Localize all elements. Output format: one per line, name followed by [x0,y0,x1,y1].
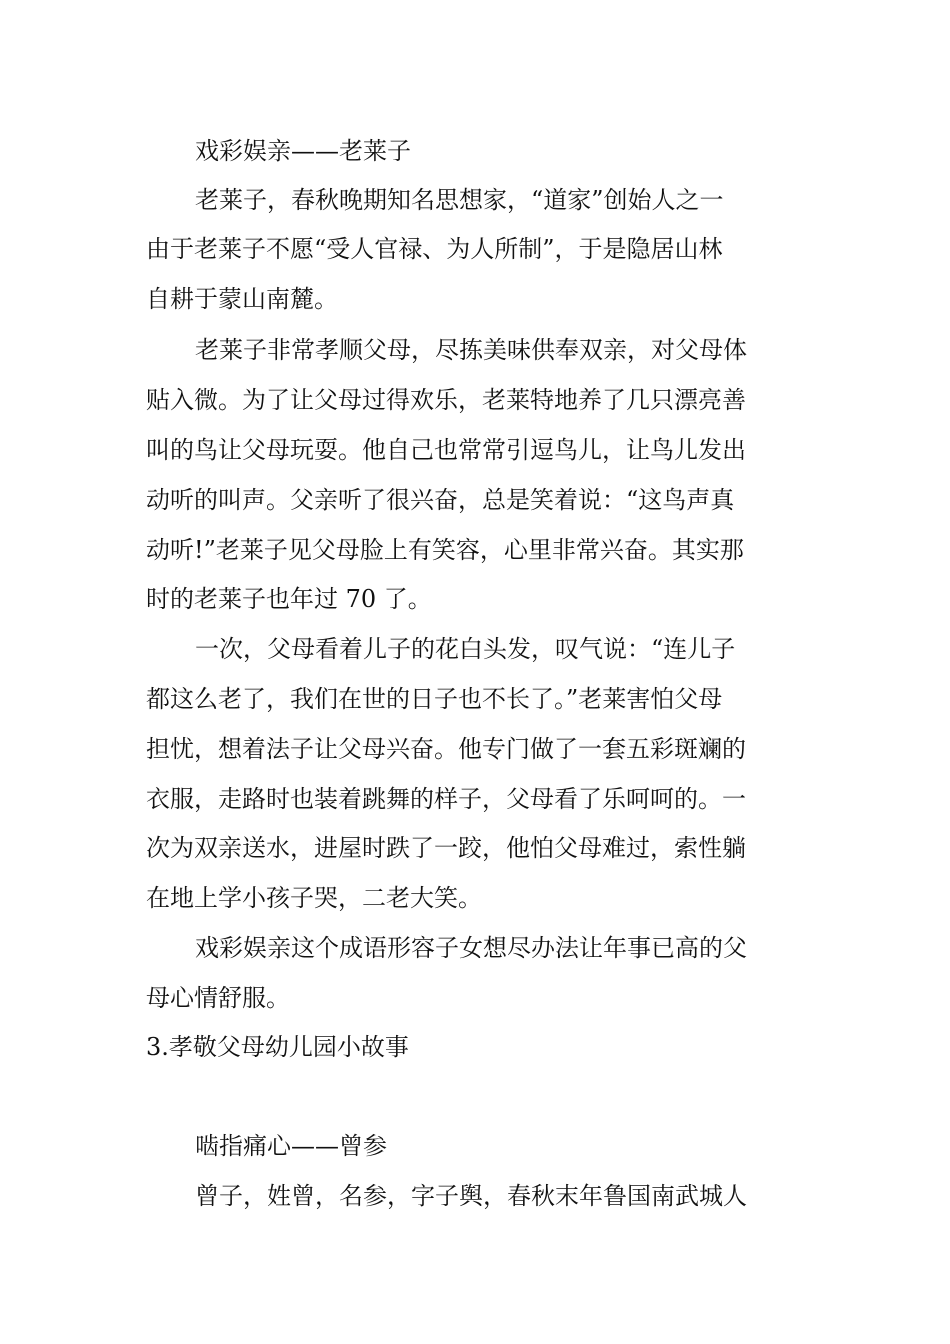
paragraph-line: 动听!”老莱子见父母脸上有笑容，心里非常兴奋。其实那 [146,536,744,564]
paragraph-line: 时的老莱子也年过 70 了。 [146,585,432,613]
paragraph-line: 动听的叫声。父亲听了很兴奋，总是笑着说：“这鸟声真 [146,486,735,514]
paragraph-line: 曾子，姓曾，名参，字子舆，春秋末年鲁国南武城人 [195,1182,747,1210]
paragraph-line: 戏彩娱亲这个成语形容子女想尽办法让年事已高的父 [195,934,747,962]
paragraph-line: 由于老莱子不愿“受人官禄、为人所制”，于是隐居山林 [146,235,723,263]
paragraph-line: 老莱子，春秋晚期知名思想家，“道家”创始人之一 [195,186,724,214]
paragraph-line: 次为双亲送水，进屋时跌了一跤，他怕父母难过，索性躺 [146,834,746,862]
story-title: 啮指痛心——曾参 [195,1132,387,1160]
paragraph-line: 衣服，走路时也装着跳舞的样子，父母看了乐呵呵的。一 [146,785,746,813]
paragraph-line: 母心情舒服。 [146,984,290,1012]
paragraph-line: 自耕于蒙山南麓。 [146,285,338,313]
story-title: 戏彩娱亲——老莱子 [195,137,411,165]
paragraph-line: 老莱子非常孝顺父母，尽拣美味供奉双亲，对父母体 [195,336,747,364]
paragraph-line: 叫的鸟让父母玩耍。他自己也常常引逗鸟儿，让鸟儿发出 [146,436,746,464]
section-heading: 3.孝敬父母幼儿园小故事 [146,1033,409,1061]
paragraph-line: 贴入微。为了让父母过得欢乐，老莱特地养了几只漂亮善 [146,386,746,414]
paragraph-line: 都这么老了，我们在世的日子也不长了。”老莱害怕父母 [146,685,723,713]
paragraph-line: 在地上学小孩子哭，二老大笑。 [146,884,482,912]
paragraph-line: 一次，父母看着儿子的花白头发，叹气说：“连儿子 [195,635,736,663]
paragraph-line: 担忧，想着法子让父母兴奋。他专门做了一套五彩斑斓的 [146,735,746,763]
